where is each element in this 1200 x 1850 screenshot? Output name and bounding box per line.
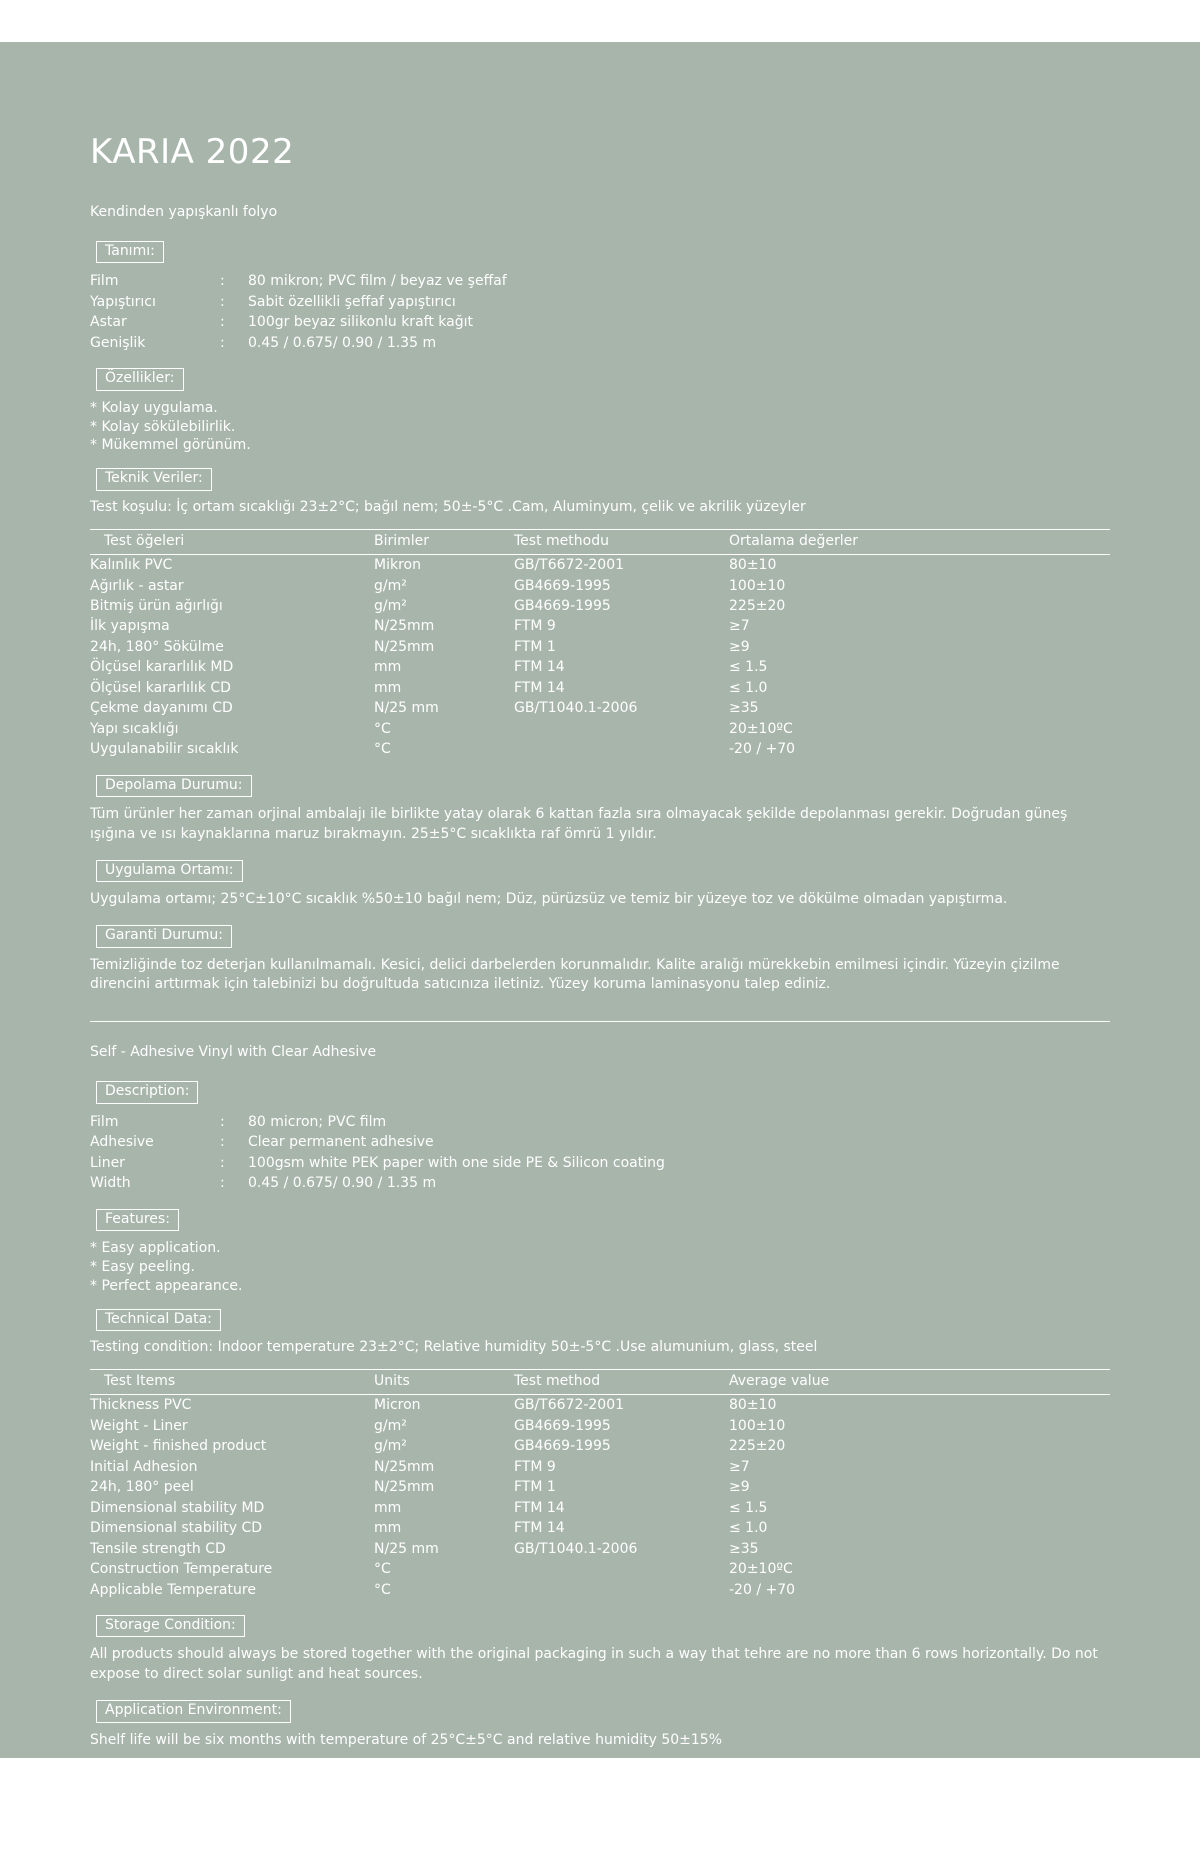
spec-colon: : <box>220 334 225 351</box>
tr-storage-text: Tüm ürünler her zaman orjinal ambalajı ile birlikte yatay olarak 6 kattan fazla sıra olmayacak şekilde depolanması gerekir. Doğrudan güneş ışığına ve ısı kaynaklarına maruz bırakmayın. 25±5°C sıcaklıkta raf ömrü 1 yıldır. <box>90 806 1068 842</box>
cell: Applicable Temperature <box>90 1581 256 1598</box>
table-row <box>90 596 1110 616</box>
spec-colon: : <box>220 1113 225 1130</box>
column-header: Test method <box>514 1370 729 1395</box>
spec-label: Width <box>90 1175 131 1192</box>
cell: -20 / +70 <box>729 741 796 758</box>
column-header: Units <box>374 1370 514 1395</box>
table-row <box>90 698 1110 718</box>
cell <box>514 719 729 739</box>
spec-value: 100gsm white PEK paper with one side PE & Silicon coating <box>248 1154 665 1171</box>
cell: °C <box>374 1581 391 1598</box>
table-row <box>90 657 1110 677</box>
tr-application-tag: Uygulama Ortamı: <box>96 860 243 882</box>
cell: g/m² <box>374 1438 407 1455</box>
cell: mm <box>374 659 402 676</box>
tr-test-condition: Test koşulu: İç ortam sıcaklığı 23±2°C; bağıl nem; 50±-5°C .Cam, Aluminyum, çelik ve akrilik yüzeyler <box>90 498 806 515</box>
cell: 24h, 180° Sökülme <box>90 638 224 655</box>
cell: Ölçüsel kararlılık MD <box>90 659 234 676</box>
tr-subtitle: Kendinden yapışkanlı folyo <box>90 204 278 220</box>
cell: FTM 9 <box>514 618 556 635</box>
spec-label: Astar <box>90 314 127 331</box>
en-features-tag: Features: <box>96 1209 179 1231</box>
cell: g/m² <box>374 597 407 614</box>
table-row <box>90 1539 1110 1559</box>
en-description-tag: Description: <box>96 1081 198 1103</box>
en-subtitle: Self - Adhesive Vinyl with Clear Adhesive <box>90 1044 377 1061</box>
spec-colon: : <box>220 293 225 310</box>
table-row <box>90 271 1110 291</box>
spec-colon: : <box>220 1154 225 1171</box>
column-header: Birimler <box>374 530 514 555</box>
cell: Uygulanabilir sıcaklık <box>90 741 239 758</box>
cell: ≥7 <box>729 1458 750 1475</box>
list-item: * Kolay uygulama. <box>90 399 218 416</box>
table-row <box>90 1477 1110 1497</box>
cell: ≤ 1.5 <box>729 1499 768 1516</box>
cell: 24h, 180° peel <box>90 1479 194 1496</box>
en-technical-tag: Technical Data: <box>96 1309 221 1331</box>
table-row <box>90 1498 1110 1518</box>
spec-value: 0.45 / 0.675/ 0.90 / 1.35 m <box>248 334 437 351</box>
spec-value: 80 micron; PVC film <box>248 1113 387 1130</box>
cell: °C <box>374 741 391 758</box>
tr-technical-tag: Teknik Veriler: <box>96 468 212 490</box>
table-row <box>90 1518 1110 1538</box>
spec-label: Film <box>90 273 119 290</box>
list-item: * Kolay sökülebilirlik. <box>90 418 236 435</box>
spec-value: 100gr beyaz silikonlu kraft kağıt <box>248 314 473 331</box>
cell: Yapı sıcaklığı <box>90 720 179 737</box>
cell: GB4669-1995 <box>514 577 611 594</box>
cell: Thickness PVC <box>90 1397 192 1414</box>
list-item: * Mükemmel görünüm. <box>90 437 251 454</box>
cell: mm <box>374 1499 402 1516</box>
cell: g/m² <box>374 1417 407 1434</box>
cell: Initial Adhesion <box>90 1458 198 1475</box>
cell: ≥35 <box>729 1540 759 1557</box>
en-warranty-tag: Warranty Condition: <box>96 1765 254 1787</box>
cell: FTM 14 <box>514 1499 565 1516</box>
spec-label: Genişlik <box>90 334 146 351</box>
table-row <box>90 1153 1110 1173</box>
spec-label: Adhesive <box>90 1134 154 1151</box>
cell: -20 / +70 <box>729 1581 796 1598</box>
cell: N/25mm <box>374 1458 435 1475</box>
table-row <box>90 1436 1110 1456</box>
cell: Construction Temperature <box>90 1561 273 1578</box>
cell: GB4669-1995 <box>514 1438 611 1455</box>
cell: ≥9 <box>729 1479 750 1496</box>
table-row <box>90 312 1110 332</box>
spec-value: Clear permanent adhesive <box>248 1134 434 1151</box>
column-header: Ortalama değerler <box>729 530 1110 555</box>
cell: °C <box>374 720 391 737</box>
cell: ≥9 <box>729 638 750 655</box>
cell: Bitmiş ürün ağırlığı <box>90 597 223 614</box>
cell: FTM 14 <box>514 1520 565 1537</box>
section-divider <box>90 1021 1110 1022</box>
cell: Çekme dayanımı CD <box>90 700 233 717</box>
table-row <box>90 555 1110 576</box>
cell <box>514 1580 729 1600</box>
cell: ≤ 1.0 <box>729 679 768 696</box>
cell: ≥35 <box>729 700 759 717</box>
cell: °C <box>374 1561 391 1578</box>
column-header: Test öğeleri <box>90 530 374 555</box>
spec-colon: : <box>220 1175 225 1192</box>
spec-colon: : <box>220 1134 225 1151</box>
document-content <box>90 132 1110 1850</box>
cell: GB/T1040.1-2006 <box>514 700 638 717</box>
table-row <box>90 1395 1110 1416</box>
spec-value: Sabit özellikli şeffaf yapıştırıcı <box>248 293 456 310</box>
en-warranty-text: Powder determinedget should not be used in cleaning, it should be protected from cutting, piercing blows. In order to increase the scratch resistance of the surface, please send your request to your seller in this direction. Request surface protection lamination. <box>90 1796 1062 1833</box>
en-storage-tag: Storage Condition: <box>96 1615 245 1637</box>
spec-label: Liner <box>90 1154 125 1171</box>
cell: ≤ 1.0 <box>729 1520 768 1537</box>
cell: Tensile strength CD <box>90 1540 226 1557</box>
cell: GB/T1040.1-2006 <box>514 1540 638 1557</box>
cell: GB/T6672-2001 <box>514 557 625 574</box>
cell: g/m² <box>374 577 407 594</box>
list-item: * Easy application. <box>90 1239 221 1256</box>
cell: Mikron <box>374 557 421 574</box>
cell: FTM 9 <box>514 1458 556 1475</box>
cell: Ölçüsel kararlılık CD <box>90 679 231 696</box>
en-features-list <box>90 1239 1110 1296</box>
spec-value: 0.45 / 0.675/ 0.90 / 1.35 m <box>248 1175 437 1192</box>
table-row <box>90 1112 1110 1132</box>
spec-label: Film <box>90 1113 119 1130</box>
cell: N/25mm <box>374 1479 435 1496</box>
cell: FTM 14 <box>514 679 565 696</box>
table-row <box>90 739 1110 759</box>
cell: FTM 14 <box>514 659 565 676</box>
cell: mm <box>374 679 402 696</box>
table-row <box>90 292 1110 312</box>
cell: Dimensional stability MD <box>90 1499 265 1516</box>
table-header-row <box>90 1370 1110 1395</box>
cell: mm <box>374 1520 402 1537</box>
table-row <box>90 719 1110 739</box>
cell: N/25 mm <box>374 700 439 717</box>
cell: FTM 1 <box>514 638 556 655</box>
table-row <box>90 1132 1110 1152</box>
list-item: * Perfect appearance. <box>90 1277 243 1294</box>
table-row <box>90 1559 1110 1579</box>
spec-colon: : <box>220 273 225 290</box>
tr-application-text: Uygulama ortamı; 25°C±10°C sıcaklık %50±10 bağıl nem; Düz, pürüzsüz ve temiz bir yüzeye toz ve dökülme olmadan yapıştırma. <box>90 891 1008 908</box>
table-row <box>90 1173 1110 1193</box>
cell: GB4669-1995 <box>514 1417 611 1434</box>
cell: 80±10 <box>729 1397 777 1414</box>
tr-features-tag: Özellikler: <box>96 368 184 390</box>
tr-description-table <box>90 271 1110 353</box>
en-application-text: Shelf life will be six months with temperature of 25°C±5°C and relative humidity 50±15% <box>90 1731 723 1748</box>
cell: Ağırlık - astar <box>90 577 184 594</box>
cell: 225±20 <box>729 597 786 614</box>
cell: 225±20 <box>729 1438 786 1455</box>
cell: N/25 mm <box>374 1540 439 1557</box>
cell: GB4669-1995 <box>514 597 611 614</box>
cell: 100±10 <box>729 1417 786 1434</box>
table-row <box>90 1580 1110 1600</box>
document-page <box>0 42 1200 1833</box>
cell: Weight - finished product <box>90 1438 267 1455</box>
en-description-table <box>90 1112 1110 1194</box>
cell: Weight - Liner <box>90 1417 188 1434</box>
spec-colon: : <box>220 314 225 331</box>
tr-warranty-text: Temizliğinde toz deterjan kullanılmamalı. Kesici, delici darbelerden korunmalıdır. Kalite aralığı mürekkebin emilmesi içindir. Yüzeyin çizilme direncini arttırmak için talebinizi bu doğrultuda satıcınıza iletiniz. Yüzey koruma laminasyonu talep ediniz. <box>90 956 1060 993</box>
tr-description-tag: Tanımı: <box>96 241 164 263</box>
cell <box>514 739 729 759</box>
table-row <box>90 1416 1110 1436</box>
en-application-tag: Application Environment: <box>96 1700 291 1722</box>
cell: Micron <box>374 1397 421 1414</box>
table-row <box>90 576 1110 596</box>
table-row <box>90 1457 1110 1477</box>
spec-value: 80 mikron; PVC film / beyaz ve şeffaf <box>248 273 507 290</box>
cell: 100±10 <box>729 577 786 594</box>
cell: ≤ 1.5 <box>729 659 768 676</box>
spec-label: Yapıştırıcı <box>90 293 156 310</box>
tr-features-list <box>90 399 1110 456</box>
cell: İlk yapışma <box>90 618 170 635</box>
table-header-row <box>90 530 1110 555</box>
cell: N/25mm <box>374 638 435 655</box>
en-storage-text: All products should always be stored together with the original packaging in such a way that tehre are no more than 6 rows horizontally. Do not expose to direct solar sunligt and heat sources. <box>90 1646 1098 1683</box>
cell: FTM 1 <box>514 1479 556 1496</box>
table-row <box>90 678 1110 698</box>
column-header: Test Items <box>90 1370 374 1395</box>
en-technical-table <box>90 1369 1110 1600</box>
tr-storage-tag: Depolama Durumu: <box>96 775 252 797</box>
cell: 20±10ºC <box>729 1561 793 1578</box>
tr-technical-table <box>90 529 1110 760</box>
column-header: Average value <box>729 1370 1110 1395</box>
en-test-condition: Testing condition: Indoor temperature 23±2°C; Relative humidity 50±-5°C .Use alumunium, glass, steel <box>90 1338 818 1355</box>
table-row <box>90 616 1110 636</box>
column-header: Test methodu <box>514 530 729 555</box>
cell: Kalınlık PVC <box>90 557 173 574</box>
list-item: * Easy peeling. <box>90 1258 196 1275</box>
cell: 80±10 <box>729 557 777 574</box>
cell <box>514 1559 729 1579</box>
cell: ≥7 <box>729 618 750 635</box>
cell: 20±10ºC <box>729 720 793 737</box>
cell: GB/T6672-2001 <box>514 1397 625 1414</box>
cell: N/25mm <box>374 618 435 635</box>
table-row <box>90 637 1110 657</box>
tr-warranty-tag: Garanti Durumu: <box>96 925 232 947</box>
cell: Dimensional stability CD <box>90 1520 263 1537</box>
page-title: KARIA 2022 <box>90 132 295 172</box>
table-row <box>90 333 1110 353</box>
